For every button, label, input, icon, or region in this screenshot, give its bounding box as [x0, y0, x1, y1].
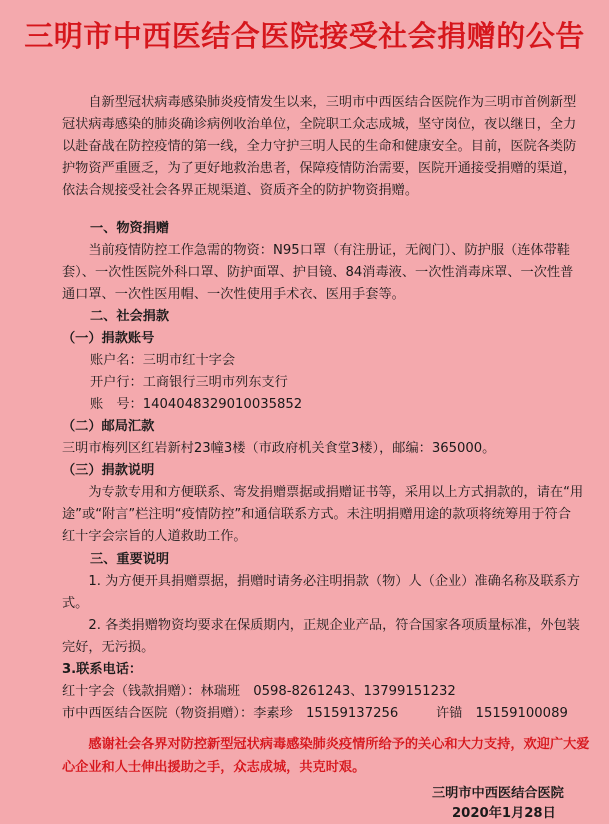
- signature-date: 2020年1月28日: [452, 806, 556, 821]
- section1-heading: 一、物资捐赠: [90, 221, 170, 236]
- post-address: 三明市梅列区红岩新村23幢3楼（市政府机关食堂3楼），邮编：365000。: [62, 441, 496, 456]
- section2-sub2: （二）邮局汇款: [62, 419, 155, 434]
- intro-paragraph: 自新型冠状病毒感染肺炎疫情发生以来，三明市中西医结合医院作为三明市首例新型冠状病毒感染的肺炎确诊病例收治单位，全院职工众志成城，坚守岗位，夜以继日，全力以赴奋战在防控疫情的第一线，全力守护三明人民的生命和健康安全。目前，医院各类防护物资严重匮乏，为了更好地救治患者，保障疫情防治需要，医院开通接受捐赠的渠道，依法合规接受社会各界正规渠道、资质齐全的防护物资捐赠。: [62, 95, 577, 198]
- section2-sub1: （一）捐款账号: [62, 331, 155, 346]
- note-item-1: 1. 为方便开具捐赠票据，捐赠时请务必注明捐款（物）人（企业）准确名称及联系方式。: [62, 574, 580, 611]
- account-number: 账 号：1404048329010035852: [90, 397, 303, 412]
- note-item-2: 2. 各类捐赠物资均要求在保质期内，正规企业产品，符合国家各项质量标准，外包装完好，无污损。: [62, 618, 580, 655]
- contact-heading: 3.联系电话：: [62, 662, 143, 677]
- section2-sub3: （三）捐款说明: [62, 463, 155, 478]
- account-name: 账户名：三明市红十字会: [90, 353, 236, 368]
- contact-line-1: 红十字会（钱款捐赠）：林瑞班 0598-8261243、13799151232: [62, 684, 456, 699]
- thanks-paragraph: 感谢社会各界对防控新型冠状病毒感染肺炎疫情所给予的关心和大力支持，欢迎广大爱心企业和人士伸出援助之手，众志成城，共克时艰。: [62, 737, 590, 775]
- page-title: 三明市中西医结合医院接受社会捐赠的公告: [24, 19, 585, 53]
- contact-line-2: 市中西医结合医院（物资捐赠）：李素珍 15159137256: [62, 706, 399, 721]
- contact-line-2-extra: 许锚 15159100089: [436, 706, 568, 721]
- signature-org: 三明市中西医结合医院: [432, 786, 564, 801]
- donation-note: 为专款专用和方便联系、寄发捐赠票据或捐赠证书等，采用以上方式捐款的，请在“用途”或“附言”栏注明“疫情防控”和通信联系方式。未注明捐赠用途的款项将统筹用于符合红十字会宗旨的人道救助工作。: [62, 485, 584, 544]
- section1-body: 当前疫情防控工作急需的物资：N95口罩（有注册证，无阀门）、防护服（连体带鞋套）、一次性医院外科口罩、防护面罩、护目镜、84消毒液、一次性消毒床罩、一次性普通口罩、一次性医用帽、一次性使用手术衣、医用手套等。: [62, 243, 574, 302]
- bank-name: 开户行：工商银行三明市列东支行: [90, 375, 288, 390]
- section3-heading: 三、重要说明: [90, 552, 170, 567]
- section2-heading: 二、社会捐款: [90, 309, 170, 324]
